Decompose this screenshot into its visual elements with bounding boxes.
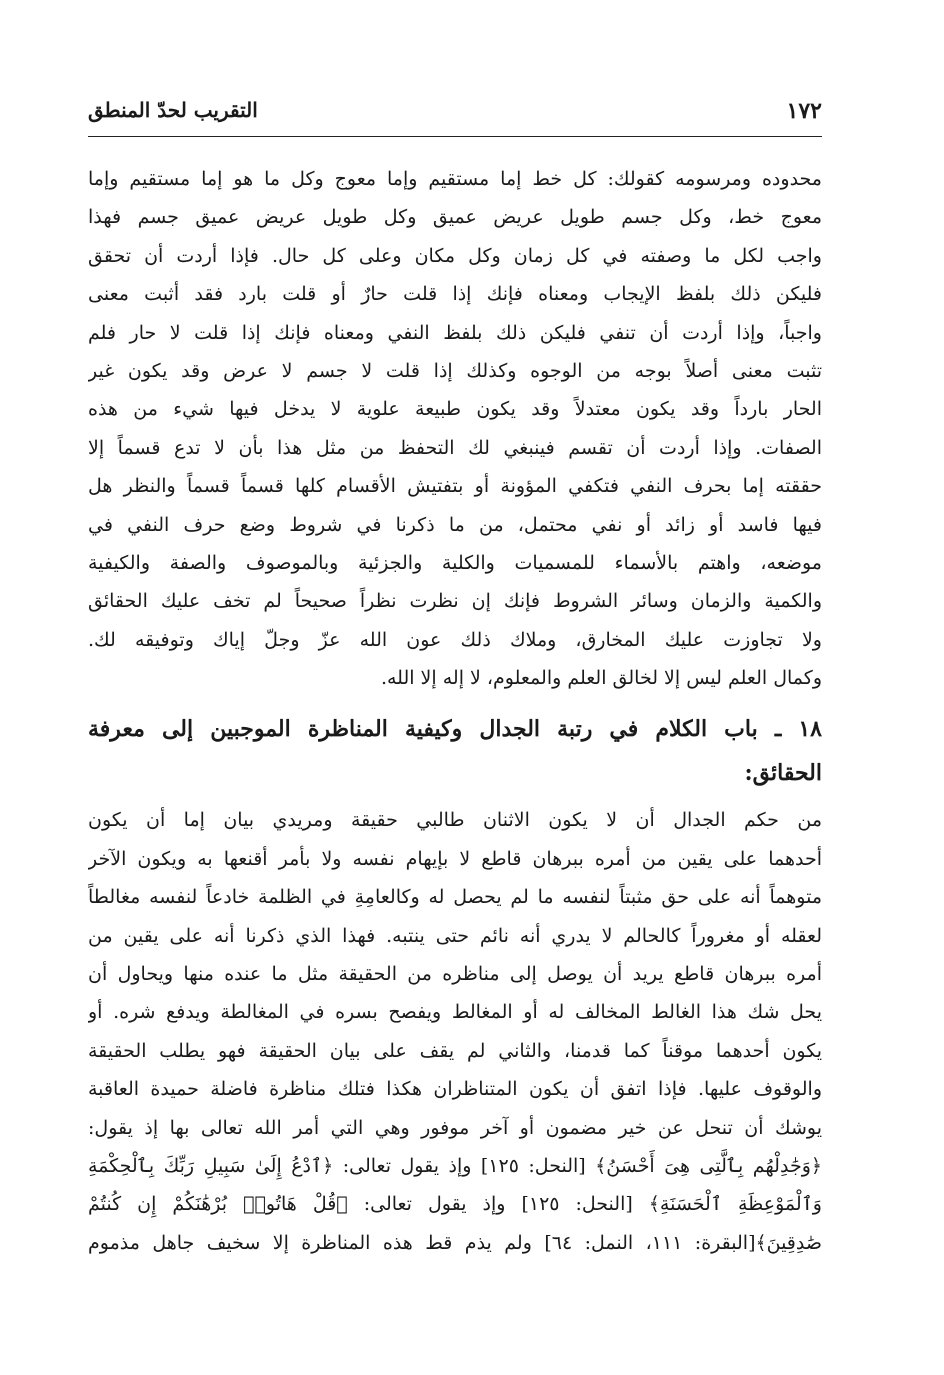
book-title: التقريب لحدّ المنطق bbox=[88, 98, 258, 122]
quran-verse-line: وَٱلْمَوْعِظَةِ ٱلْحَسَنَةِ﴾ [النحل: ١٢٥] وإذ يقول تعالى: ﴿قُلْ هَاتُوا۟ بُرْهَٰنَكُمْ إِن كُنتُمْ bbox=[88, 1193, 822, 1216]
text-line: فيها فاسد أو زائد أو نفي محتمل، من ما ذكرنا في شروط وضع حرف النفي في bbox=[88, 513, 822, 536]
page-number: ١٧٢ bbox=[786, 98, 822, 124]
text-line: وكمال العلم ليس إلا لخالق العلم والمعلوم، لا إله إلا الله. bbox=[380, 667, 822, 690]
section-heading bbox=[88, 707, 822, 795]
text-line: من حكم الجدال أن لا يكون الاثنان طالبي حقيقة ومريدي بيان إما أن يكون bbox=[88, 809, 822, 832]
text-line: متوهماً أنه على حق مثبتاً لنفسه ما لم يحصل له وكالعامِةِ في الظلمة خادعاً لنفسه مغالطاً bbox=[88, 886, 822, 909]
spacer bbox=[88, 697, 822, 707]
quran-verse-line: صَٰدِقِينَ﴾[البقرة: ١١١، النمل: ٦٤] ولم يذم قط هذه المناظرة إلا سخيف جاهل مذموم bbox=[88, 1231, 822, 1254]
text-line: معوج خط، وكل جسم طويل عريض عميق وكل طويل عريض عميق جسم فهذا bbox=[88, 206, 822, 229]
text-line: ولا تجاوزت عليك المخارق، وملاك ذلك عون الله عزّ وجلّ إياك وتوفيقه لك. bbox=[88, 628, 822, 651]
text-line: واجباً، وإذا أردت أن تنفي فليكن ذلك بلفظ النفي ومعناه فإنك إذا قلت لا حار فلم bbox=[88, 321, 822, 344]
body-text bbox=[88, 160, 822, 1262]
text-line: الصفات. وإذا أردت أن تقسم فينبغي لك التحفظ من مثل هذا بأن لا تدع قسماً إلا bbox=[88, 436, 822, 459]
text-line: واجب لكل ما وصفته في كل زمان وكل مكان وعلى كل حال. فإذا أردت أن تحقق bbox=[88, 244, 822, 267]
text-line: يوشك أن تنحل عن خير مضمون أو آخر موفور وهي التي أمر الله تعالى بها إذ يقول: bbox=[88, 1116, 822, 1139]
text-line: حققته إما بحرف النفي فتكفي المؤونة أو بتفتيش الأقسام كلها قسماً قسماً والنظر هل bbox=[88, 475, 822, 498]
paragraph-1 bbox=[88, 160, 822, 697]
header-rule bbox=[88, 136, 822, 137]
text-line: موضعه، واهتم بالأسماء للمسميات والكلية والجزئية وبالموصوف والصفة والكيفية bbox=[88, 551, 822, 574]
text-line: أحدهما على يقين من أمره ببرهان قاطع لا بإيهام نفسه ولا بأمر أقنعها به ويكون الآخر bbox=[88, 847, 822, 870]
quran-verse-line: ﴿وَجَٰدِلْهُم بِٱلَّتِى هِىَ أَحْسَنُ﴾ [النحل: ١٢٥] وإذ يقول تعالى: ﴿ٱدْعُ إِلَىٰ سَبِيلِ رَبِّكَ بِٱلْحِكْمَةِ bbox=[88, 1154, 822, 1177]
section-heading-line: ١٨ ـ باب الكلام في رتبة الجدال وكيفية المناظرة الموجبين إلى معرفة bbox=[88, 716, 822, 743]
text-line: تثبت معنى أصلاً بوجه من الوجوه وكذلك إذا قلت لا جسم لا عرض وقد يكون غير bbox=[88, 359, 822, 382]
paragraph-2 bbox=[88, 801, 822, 1262]
text-line: والكمية والزمان وسائر الشروط فإنك إن نظرت نظراً صحيحاً لم تخف عليك الحقائق bbox=[88, 590, 822, 613]
text-line: الحار بارداً وقد يكون معتدلاً وقد يكون طبيعة علوية لا يدخل فيها شيء من هذه bbox=[88, 398, 822, 421]
running-head bbox=[88, 98, 822, 136]
text-line: محدوده ومرسومه كقولك: كل خط إما مستقيم وإما معوج وكل ما هو إما مستقيم وإما bbox=[88, 168, 822, 190]
text-line: يحل شك هذا الغالط المخالف له أو المغالط ويفصح بسره في المغالطة ويدفع شره. أو bbox=[88, 1001, 822, 1024]
text-line: فليكن ذلك بلفظ الإيجاب ومعناه فإنك إذا قلت حارٌ أو قلت بارد فقد أثبت معنى bbox=[88, 283, 822, 306]
text-line: والوقوف عليها. فإذا اتفق أن يكون المتناظران هكذا فتلك مناظرة فاضلة حميدة العاقبة bbox=[88, 1078, 822, 1101]
text-line: يكون أحدهما موقناً كما قدمنا، والثاني لم يقف على بيان الحقيقة فهو يطلب الحقيقة bbox=[88, 1039, 822, 1062]
text-line: أمره ببرهان قاطع يريد أن يوصل إلى مناظره من الحقيقة مثل ما عنده منها ويحاول أن bbox=[88, 963, 822, 986]
section-heading-line: الحقائق: bbox=[744, 760, 822, 787]
text-line: لعقله أو مغروراً كالحالم لا يدري أنه نائم حتى ينتبه. فهذا الذي ذكرنا أنه على يقين من bbox=[88, 924, 822, 947]
